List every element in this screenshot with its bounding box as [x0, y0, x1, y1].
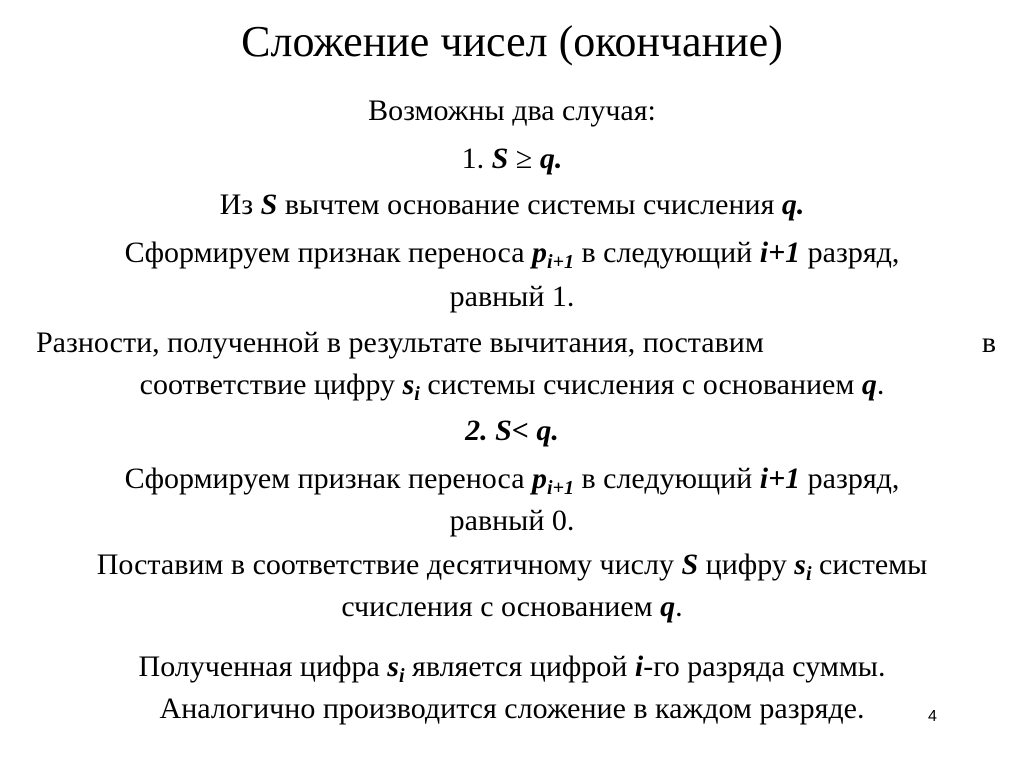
- intro-line: Возможны два случая:: [368, 94, 656, 127]
- case-2-heading: 2. S< q.: [465, 414, 559, 447]
- analog-line: Аналогично производится сложение в каждом разряде.: [159, 692, 865, 725]
- case-1-heading: 1. S ≥ q.: [461, 142, 563, 175]
- carry-one-line: Сформируем признак переноса $p_{i+1}$ в следующий i+1 разряд,: [124, 236, 900, 273]
- subtract-base-line: Из S вычтем основание системы счисления q.: [219, 188, 805, 221]
- difference-line-1: Разности, полученной в результате вычитания, поставим в: [36, 326, 996, 359]
- carry-zero-value: равный 0.: [449, 504, 575, 537]
- difference-line-2: соответствие цифру $s_i$ системы счисления с основанием q.: [139, 368, 885, 405]
- map-digit-line-2: счисления с основанием q.: [341, 590, 683, 623]
- slide-number: 4: [928, 708, 937, 725]
- map-digit-line-1: Поставим в соответствие десятичному числу S цифру $s_i$ системы: [96, 548, 928, 585]
- slide-title: Сложение чисел (окончание): [241, 17, 783, 66]
- result-line: Полученная цифра $s_i$ является цифрой i-го разряда суммы.: [138, 650, 886, 687]
- carry-zero-line: Сформируем признак переноса $p_{i+1}$ в следующий i+1 разряд,: [124, 462, 900, 499]
- carry-one-value: равный 1.: [449, 280, 575, 313]
